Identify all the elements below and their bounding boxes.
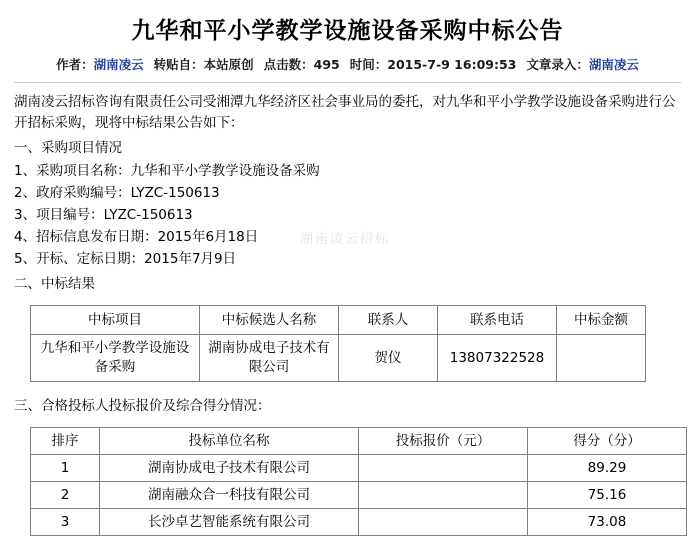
- table-row: [31, 509, 687, 536]
- table-header-cell: 中标金额: [557, 306, 646, 335]
- section-1-heading: 一、采购项目情况: [14, 140, 122, 156]
- table-cell-score: 89.29: [528, 455, 687, 482]
- meta-source-value: 本站原创: [203, 57, 254, 72]
- meta-editor-value[interactable]: 湖南凌云: [588, 57, 639, 72]
- meta-hits-value: 495: [313, 57, 340, 72]
- table-cell-price: [359, 509, 528, 536]
- table-cell-phone: 13807322528: [438, 335, 557, 382]
- table-header-cell: 投标单位名称: [100, 428, 359, 455]
- table-header-cell: 投标报价（元）: [359, 428, 528, 455]
- meta-author-label: 作者：: [56, 57, 94, 72]
- page-title: 九华和平小学教学设施设备采购中标公告: [131, 18, 564, 44]
- table-header-row: [31, 306, 646, 335]
- meta-source-label: 转贴自：: [153, 57, 204, 72]
- table-cell-bidder: 长沙卓艺智能系统有限公司: [100, 509, 359, 536]
- table-cell-project: 九华和平小学教学设施设备采购: [31, 335, 200, 382]
- intro-paragraph: 湖南凌云招标咨询有限责任公司受湘潭九华经济区社会事业局的委托，对九华和平小学教学设施设备采购进行公开招标采购，现将中标结果公告如下：: [14, 94, 676, 131]
- score-table-wrapper: [14, 427, 681, 536]
- section-1-item: 5、开标、定标日期：2015年7月9日: [14, 251, 237, 267]
- table-row: [31, 335, 646, 382]
- meta-hits-label: 点击数：: [263, 57, 314, 72]
- meta-time-value: 2015-7-9 16:09:53: [387, 57, 517, 72]
- table-cell-candidate: 湖南协成电子技术有限公司: [200, 335, 339, 382]
- table-header-row: [31, 428, 687, 455]
- table-cell-price: [359, 455, 528, 482]
- table-cell-contact: 贺仪: [339, 335, 438, 382]
- section-1-item: 2、政府采购编号：LYZC-150613: [14, 185, 220, 201]
- table-cell-bidder: 湖南协成电子技术有限公司: [100, 455, 359, 482]
- score-table: [30, 427, 687, 536]
- table-cell-rank: 1: [31, 455, 100, 482]
- table-cell-score: 73.08: [528, 509, 687, 536]
- table-header-cell: 排序: [31, 428, 100, 455]
- meta-time-label: 时间：: [349, 57, 388, 72]
- table-row: [31, 482, 687, 509]
- table-row: [31, 455, 687, 482]
- meta-author-value[interactable]: 湖南凌云: [93, 57, 144, 72]
- header-divider: [14, 82, 681, 83]
- table-header-cell: 中标候选人名称: [200, 306, 339, 335]
- table-cell-rank: 3: [31, 509, 100, 536]
- section-1-item: 3、项目编号：LYZC-150613: [14, 207, 193, 223]
- result-table: [30, 305, 646, 382]
- section-3-heading: 三、合格投标人投标报价及综合得分情况：: [14, 398, 271, 414]
- table-cell-rank: 2: [31, 482, 100, 509]
- table-cell-amount: [557, 335, 646, 382]
- watermark-text: 湖南凌云招标: [300, 232, 391, 247]
- section-2-heading: 二、中标结果: [14, 276, 95, 292]
- table-cell-bidder: 湖南融众合一科技有限公司: [100, 482, 359, 509]
- table-header-cell: 联系人: [339, 306, 438, 335]
- section-1-item: 1、采购项目名称：九华和平小学教学设施设备采购: [14, 163, 320, 179]
- meta-editor-label: 文章录入：: [526, 57, 589, 72]
- result-table-wrapper: [14, 305, 681, 382]
- table-cell-price: [359, 482, 528, 509]
- table-header-cell: 联系电话: [438, 306, 557, 335]
- table-header-cell: 中标项目: [31, 306, 200, 335]
- table-header-cell: 得分（分）: [528, 428, 687, 455]
- table-cell-score: 75.16: [528, 482, 687, 509]
- document-meta: [14, 55, 681, 73]
- section-1-item: 4、招标信息发布日期：2015年6月18日: [14, 229, 259, 245]
